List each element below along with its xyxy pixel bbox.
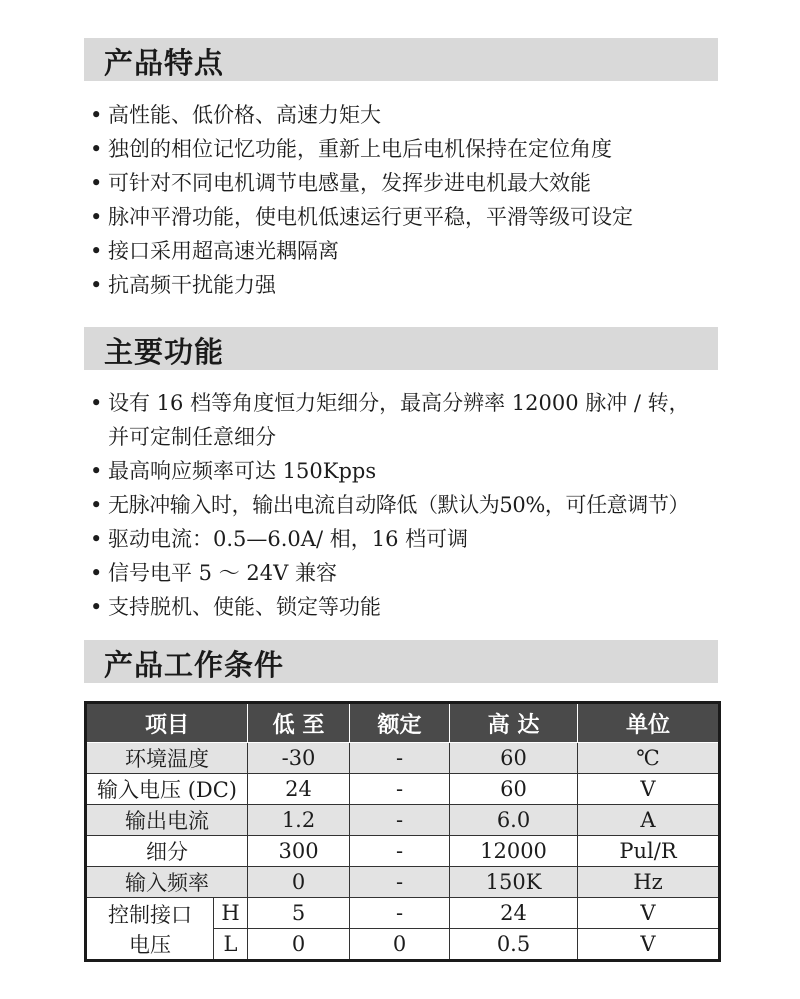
table-cell: 0 xyxy=(248,929,350,961)
table-cell: V xyxy=(578,929,720,961)
table-cell: 24 xyxy=(248,774,350,805)
table-cell: - xyxy=(350,898,450,929)
list-item: • 抗高频干扰能力强 xyxy=(90,268,730,302)
table-cell-interface-label xyxy=(86,898,214,961)
list-item: • 支持脱机、使能、锁定等功能 xyxy=(90,590,730,624)
table-cell: A xyxy=(578,805,720,836)
list-item xyxy=(90,386,730,454)
table-cell: - xyxy=(350,743,450,774)
column-header: 额定 xyxy=(350,703,450,743)
table-cell: 60 xyxy=(450,743,578,774)
table-cell: 0 xyxy=(350,929,450,961)
table-cell: 150K xyxy=(450,867,578,898)
table-cell: 输入频率 xyxy=(86,867,248,898)
table-cell: 1.2 xyxy=(248,805,350,836)
table-cell: 24 xyxy=(450,898,578,929)
table-cell: Hz xyxy=(578,867,720,898)
column-header: 高 达 xyxy=(450,703,578,743)
table-cell: - xyxy=(350,805,450,836)
table-cell: -30 xyxy=(248,743,350,774)
table-cell: 300 xyxy=(248,836,350,867)
features-title: 产品特点 xyxy=(104,46,225,80)
list-item: • 高性能、低价格、高速力矩大 xyxy=(90,98,730,132)
list-item: • 无脉冲输入时，输出电流自动降低（默认为50%，可任意调节） xyxy=(90,488,730,522)
list-item: • 接口采用超高速光耦隔离 xyxy=(90,234,730,268)
list-item: • 最高响应频率可达 150Kpps xyxy=(90,454,730,488)
table-cell: - xyxy=(350,867,450,898)
list-item: • 独创的相位记忆功能，重新上电后电机保持在定位角度 xyxy=(90,132,730,166)
table-cell: - xyxy=(350,836,450,867)
table-header-row xyxy=(86,703,720,743)
table-cell: 12000 xyxy=(450,836,578,867)
column-header: 单位 xyxy=(578,703,720,743)
table-cell: 60 xyxy=(450,774,578,805)
table-cell: ℃ xyxy=(578,743,720,774)
table-cell: 0.5 xyxy=(450,929,578,961)
list-item: • 驱动电流：0.5—6.0A/ 相，16 档可调 xyxy=(90,522,730,556)
column-header: 低 至 xyxy=(248,703,350,743)
table-row xyxy=(86,836,720,867)
functions-title: 主要功能 xyxy=(104,335,225,369)
conditions-table xyxy=(84,701,721,962)
table-cell: 输入电压 (DC) xyxy=(86,774,248,805)
list-item-line: 设有 16 档等角度恒力矩细分，最高分辨率 12000 脉冲 / 转， xyxy=(108,391,690,415)
table-cell: - xyxy=(350,774,450,805)
features-list xyxy=(90,98,730,302)
table-cell: 5 xyxy=(248,898,350,929)
list-item: • 可针对不同电机调节电感量，发挥步进电机最大效能 xyxy=(90,166,730,200)
table-row xyxy=(86,743,720,774)
interface-label-line: 电压 xyxy=(129,932,171,957)
table-cell: 细分 xyxy=(86,836,248,867)
list-item: • 脉冲平滑功能，使电机低速运行更平稳，平滑等级可设定 xyxy=(90,200,730,234)
table-row xyxy=(86,867,720,898)
table-cell: 0 xyxy=(248,867,350,898)
conditions-title: 产品工作条件 xyxy=(104,648,285,682)
table-cell: 6.0 xyxy=(450,805,578,836)
interface-label-line: 控制接口 xyxy=(108,902,192,927)
column-header: 项目 xyxy=(86,703,248,743)
table-cell: H xyxy=(214,898,248,929)
table-row xyxy=(86,805,720,836)
table-row xyxy=(86,898,720,929)
list-item-line: 并可定制任意细分 xyxy=(108,425,276,449)
table-cell: V xyxy=(578,898,720,929)
table-cell: 输出电流 xyxy=(86,805,248,836)
table-cell: Pul/R xyxy=(578,836,720,867)
table-row xyxy=(86,774,720,805)
list-item: • 信号电平 5 ～ 24V 兼容 xyxy=(90,556,730,590)
table-cell: L xyxy=(214,929,248,961)
table-cell: 环境温度 xyxy=(86,743,248,774)
functions-list xyxy=(90,386,730,624)
table-cell: V xyxy=(578,774,720,805)
